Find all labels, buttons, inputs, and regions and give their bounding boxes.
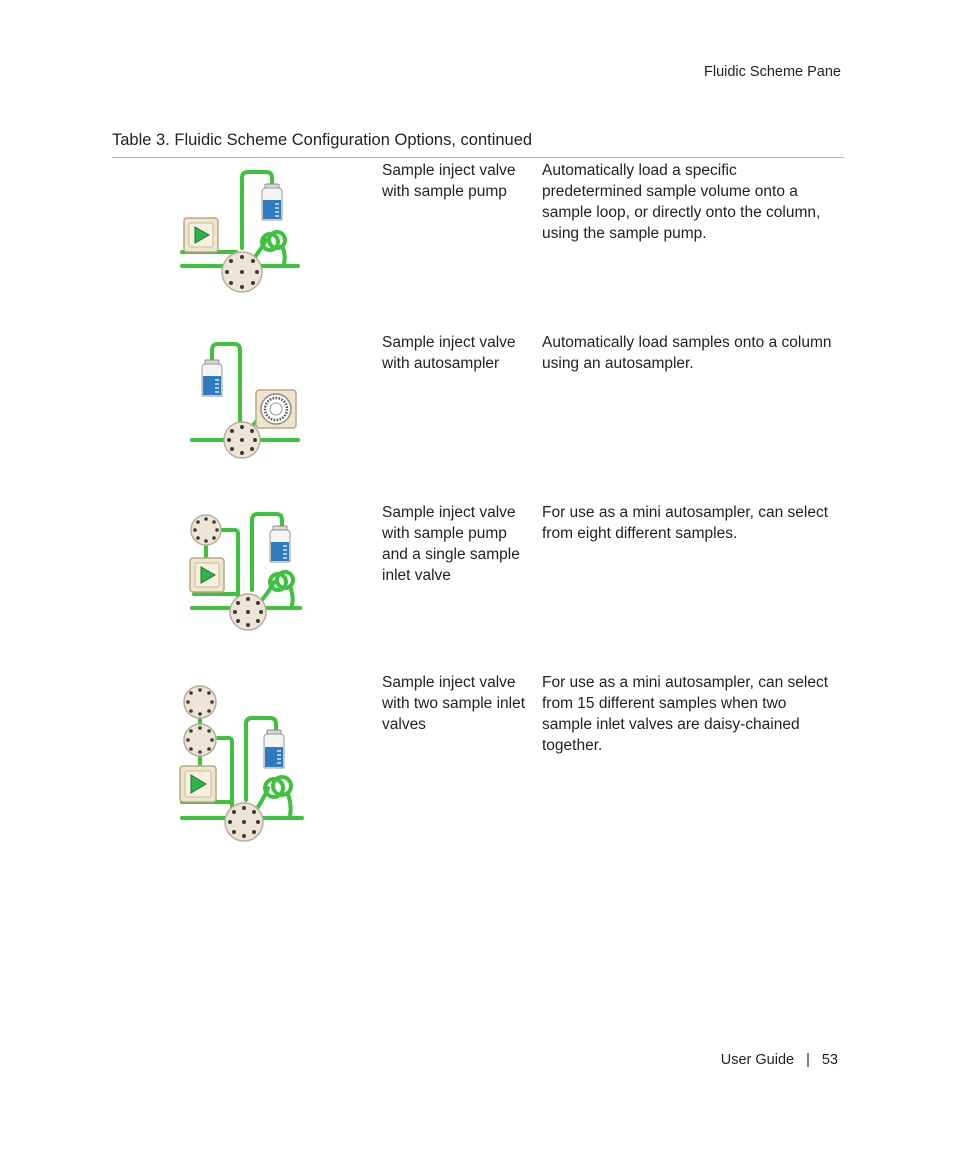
sample-inject-valve-with-autosampler-icon [186,332,306,473]
autosampler-icon [256,390,296,428]
table-caption: Table 3. Fluidic Scheme Configuration Options, continued [112,131,533,149]
footer-separator: | [806,1052,810,1068]
page-number: 53 [821,1052,838,1068]
option-description: For use as a mini autosampler, can select from eight different samples. [542,504,829,542]
option-name: Sample inject valve with sample pump and a single sample inlet valve [382,504,520,584]
option-description: Automatically load a specific predetermined sample volume onto a sample loop, or directly onto the column, using the sample pump. [542,162,821,242]
option-description: Automatically load samples onto a column using an autosampler. [542,334,832,372]
sample-bottle-icon [264,730,284,768]
caption-rule [112,157,844,158]
sample-bottle-icon [202,360,222,396]
option-name: Sample inject valve with autosampler [382,334,516,372]
option-name: Sample inject valve with two sample inlet valves [382,674,526,733]
option-name: Sample inject valve with sample pump [382,162,516,200]
sample-inlet-valve-icon [191,515,221,545]
inject-valve-icon [225,803,263,841]
sample-inject-valve-with-sample-pump-icon [174,160,304,301]
sample-pump-icon [184,218,218,252]
page-footer [721,1052,838,1068]
inject-valve-icon [230,594,266,630]
running-header: Fluidic Scheme Pane [703,64,841,80]
option-description: For use as a mini autosampler, can select from 15 different samples when two sample inlet valves are daisy-chained together. [542,674,829,754]
sample-bottle-icon [270,526,290,562]
sample-bottle-icon [262,184,282,220]
sample-pump-icon [180,766,216,802]
sample-inject-valve-with-two-inlet-valves-icon [174,672,309,847]
sample-inject-valve-with-pump-and-inlet-valve-icon [186,502,306,637]
sample-inlet-valve-icon [184,686,216,718]
sample-pump-icon [190,558,224,592]
sample-inlet-valve-icon [184,724,216,756]
footer-guide-title: User Guide [720,1052,795,1068]
inject-valve-icon [222,252,262,292]
inject-valve-icon [224,422,260,458]
